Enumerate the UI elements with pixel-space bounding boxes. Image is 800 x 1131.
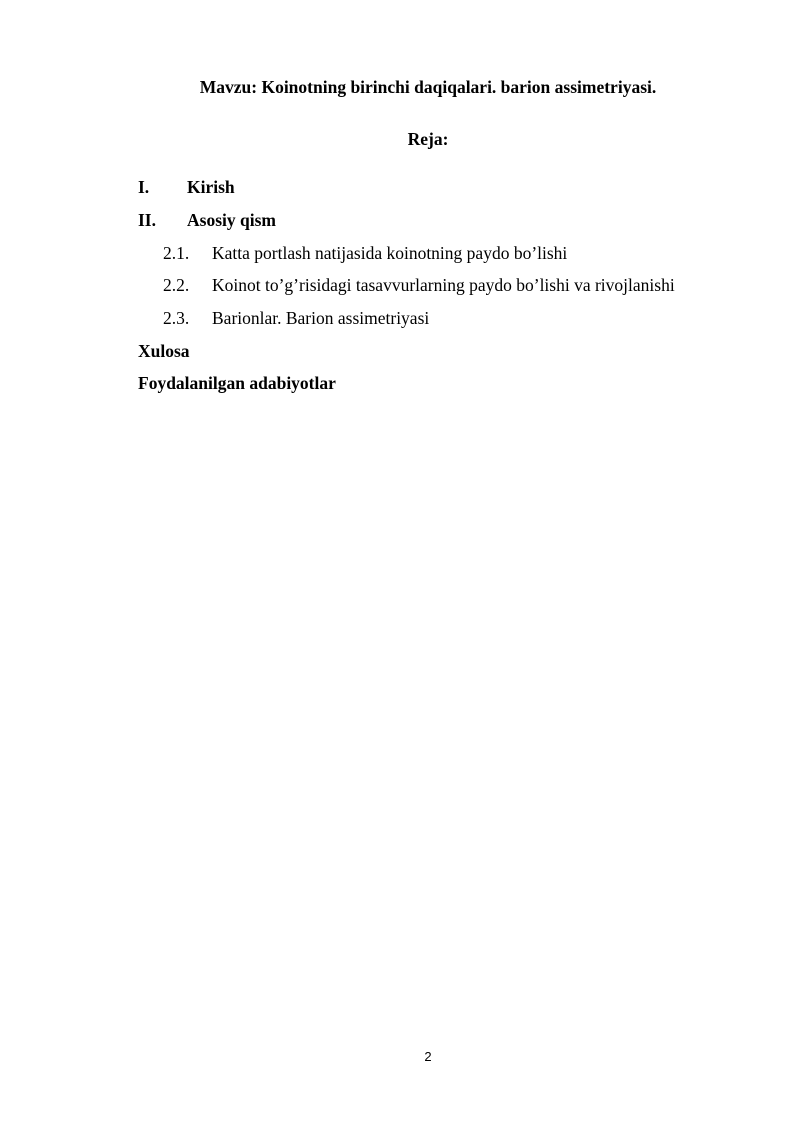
subsection-number: 2.3. [163,308,190,328]
section-item-intro [138,176,738,198]
section-number: I. [138,177,150,197]
subsection-number: 2.2. [163,275,190,295]
subsection-label: Koinot to’g’risidagi tasavvurlarning paydo bo’lishi va rivojlanishi [212,275,675,295]
conclusion-heading: Xulosa [138,341,190,361]
subsection-item-2-2 [163,274,763,296]
subsection-label: Barionlar. Barion assimetriyasi [212,308,430,328]
section-label: Kirish [187,177,235,197]
section-label: Asosiy qism [187,210,276,230]
plan-heading: Reja: [407,129,449,149]
references-heading: Foydalanilgan adabiyotlar [138,373,336,393]
subsection-item-2-1 [163,242,763,264]
subsection-number: 2.1. [163,243,190,263]
section-item-main [138,209,738,231]
page-number: 2 [424,1049,432,1064]
document-title: Mavzu: Koinotning birinchi daqiqalari. barion assimetriyasi. [199,77,657,97]
subsection-item-2-3 [163,307,763,329]
section-number: II. [138,210,156,230]
subsection-label: Katta portlash natijasida koinotning paydo bo’lishi [212,243,568,263]
